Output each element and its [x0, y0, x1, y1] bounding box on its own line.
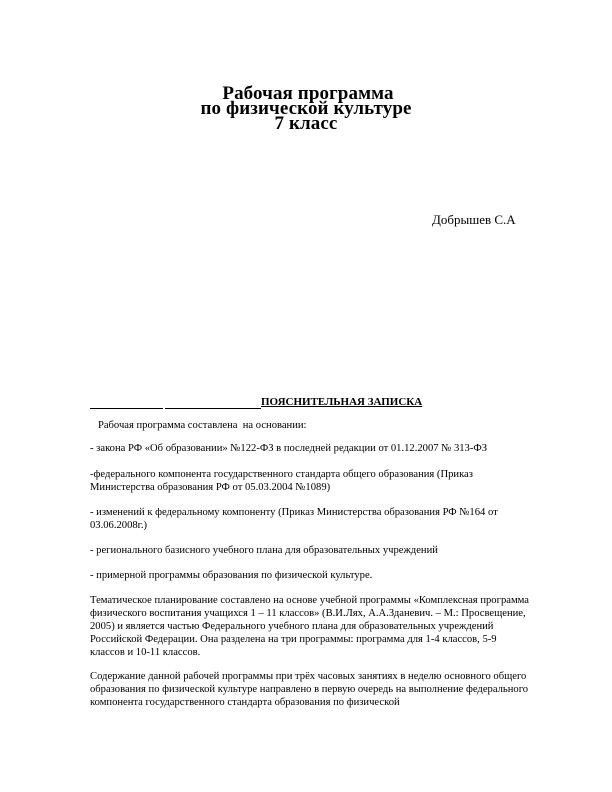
heading-rule-left	[90, 408, 163, 409]
paragraph-federal-component: -федерального компонента государственного стандарта общего образования (Приказ Министерства образования РФ от 05.03.2004 №1089)	[90, 469, 473, 493]
document-title	[0, 83, 612, 134]
paragraph-changes: - изменений к федеральному компоненту (Приказ Министерства образования РФ №164 от 03.06.2008г.)	[90, 507, 498, 531]
paragraph-content: Содержание данной рабочей программы при трёх часовых занятиях в неделю основного общего образования по физической культуре направлено в первую очередь на выполнение федерального компонента государственного стандарта образования по физической	[90, 671, 529, 708]
paragraph-thematic-planning: Тематическое планирование составлено на основе учебной программы «Комплексная программа физического воспитания учащихся 1 – 11 классов» (В.И.Лях, А.А.Зданевич. – М.: Просвещение, 2005) и является частью Федерального учебного плана для образовательных учреждений Российской Федерации. Она разделена на три программы: программа для 1-4 классов, 5-9 классов и 10-11 классов.	[90, 595, 529, 658]
title-line-2: по физической культуре	[200, 98, 412, 119]
title-line-1: Рабочая программа	[222, 83, 394, 104]
author-name: Добрышев С.А	[432, 212, 516, 227]
heading-rule-middle	[165, 408, 261, 409]
paragraph-law: - закона РФ «Об образовании» №122-ФЗ в последней редакции от 01.12.2007 № 313-ФЗ	[90, 443, 488, 454]
title-line-3: 7 класс	[274, 113, 338, 134]
paragraph-example-program: - примерной программы образования по физической культуре.	[90, 570, 373, 581]
section-heading-text: ПОЯСНИТЕЛЬНАЯ ЗАПИСКА	[261, 396, 423, 408]
paragraph-basis: Рабочая программа составлена на основании:	[90, 420, 307, 431]
paragraph-regional-plan: - регионального базисного учебного плана для образовательных учреждений	[90, 545, 438, 556]
section-heading	[90, 396, 440, 410]
